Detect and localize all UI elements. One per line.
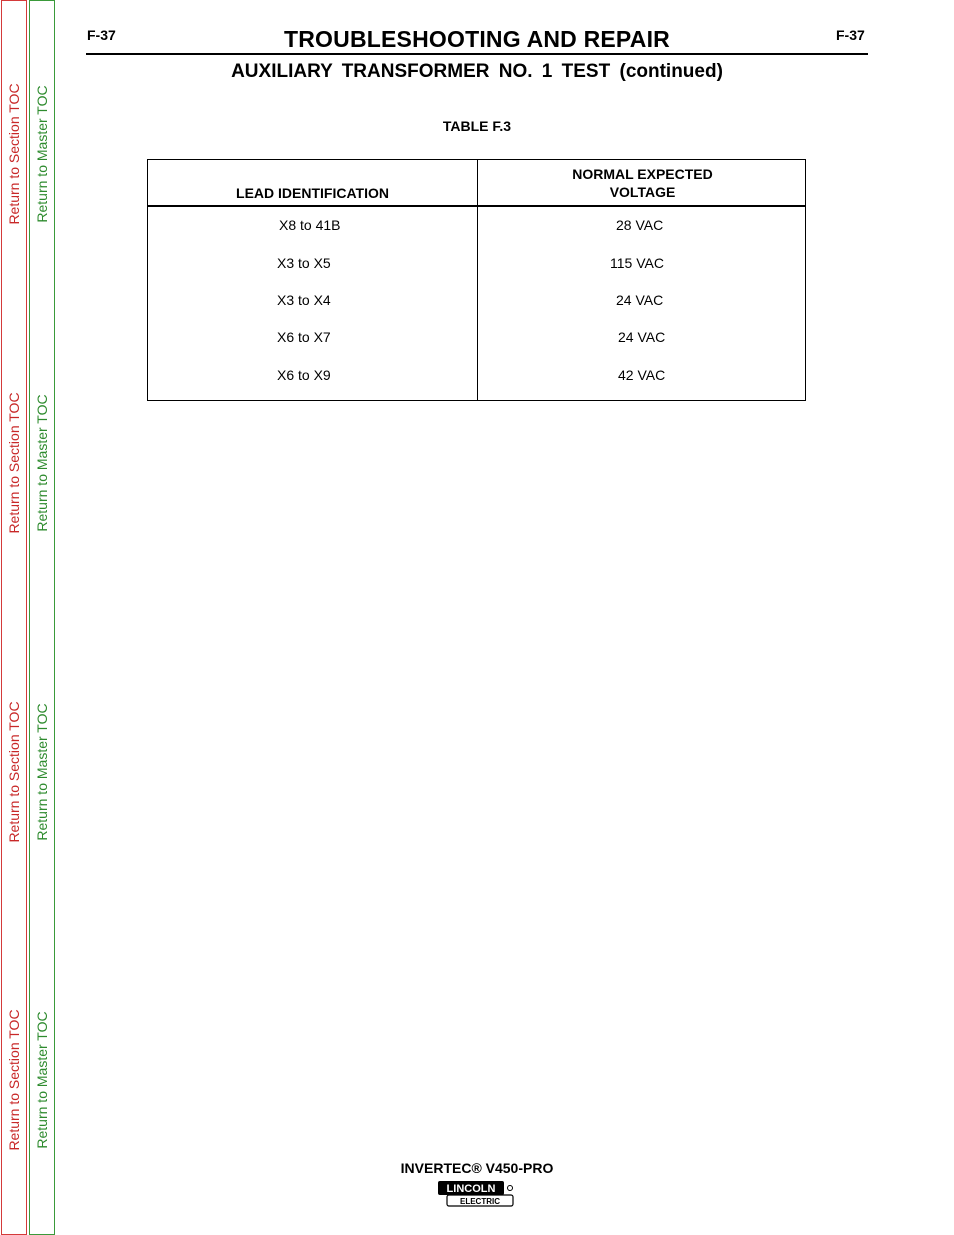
footer-model-name: INVERTEC® V450-PRO xyxy=(400,1160,554,1176)
expected-voltage-header xyxy=(478,165,807,201)
expected-voltage-header-line1: NORMAL EXPECTED xyxy=(572,166,713,182)
page-number-right: F-37 xyxy=(836,27,865,43)
table-row-5-voltage: 42 VAC xyxy=(618,367,666,383)
return-to-master-toc-link-1[interactable]: Return to Master TOC xyxy=(34,85,50,223)
registered-mark-icon xyxy=(508,1186,513,1191)
table-row-2-voltage: 115 VAC xyxy=(610,255,664,271)
table-caption: TABLE F.3 xyxy=(442,118,512,134)
page-title: TROUBLESHOOTING AND REPAIR xyxy=(284,26,670,52)
return-to-section-toc-link-3[interactable]: Return to Section TOC xyxy=(6,701,22,843)
table-row-5-lead: X6 to X9 xyxy=(277,367,331,383)
table-row-3-voltage: 24 VAC xyxy=(616,292,664,308)
page-subtitle: AUXILIARY TRANSFORMER NO. 1 TEST (continued) xyxy=(231,61,723,82)
return-to-master-toc-link-2[interactable]: Return to Master TOC xyxy=(34,394,50,532)
master-toc-bar xyxy=(29,0,55,1235)
header-row-rule xyxy=(148,205,805,207)
return-to-section-toc-link-4[interactable]: Return to Section TOC xyxy=(6,1009,22,1151)
return-to-section-toc-link-1[interactable]: Return to Section TOC xyxy=(6,83,22,225)
lincoln-electric-logo xyxy=(437,1180,517,1208)
expected-voltage-header-line2: VOLTAGE xyxy=(609,184,676,200)
table-row-4-lead: X6 to X7 xyxy=(277,329,331,345)
logo-text-bottom: ELECTRIC xyxy=(460,1197,500,1206)
lead-identification-header: LEAD IDENTIFICATION xyxy=(236,185,389,201)
header-rule xyxy=(86,53,868,55)
section-toc-bar xyxy=(1,0,27,1235)
table-row-2-lead: X3 to X5 xyxy=(277,255,331,271)
page-number-left: F-37 xyxy=(87,27,116,43)
table-row-4-voltage: 24 VAC xyxy=(618,329,666,345)
return-to-master-toc-link-4[interactable]: Return to Master TOC xyxy=(34,1011,50,1149)
table-row-3-lead: X3 to X4 xyxy=(277,292,331,308)
table-row-1-voltage: 28 VAC xyxy=(616,217,664,233)
return-to-section-toc-link-2[interactable]: Return to Section TOC xyxy=(6,392,22,534)
logo-text-top: LINCOLN xyxy=(446,1183,496,1195)
return-to-master-toc-link-3[interactable]: Return to Master TOC xyxy=(34,703,50,841)
voltage-table xyxy=(147,159,806,401)
table-row-1-lead: X8 to 41B xyxy=(279,217,341,233)
